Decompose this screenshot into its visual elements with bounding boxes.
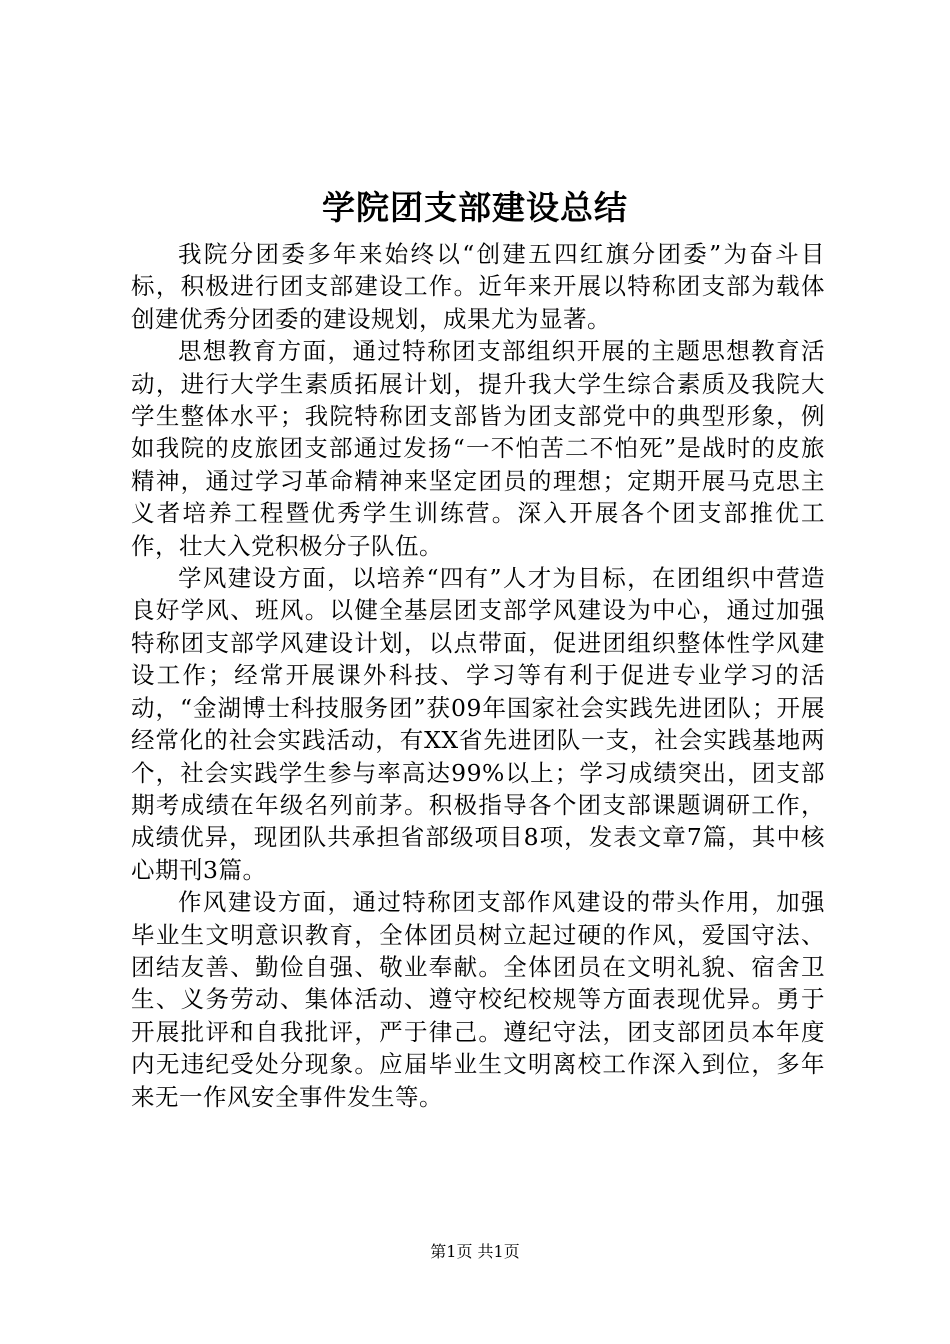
- document-title: 学院团支部建设总结: [322, 188, 628, 227]
- paragraph-intro: 我院分团委多年来始终以“创建五四红旗分团委”为奋斗目标，积极进行团支部建设工作。近年来开展以特称团支部为载体创建优秀分团委的建设规划，成果尤为显著。: [131, 240, 825, 333]
- document-body: [131, 238, 825, 1113]
- paragraph-work-style: 作风建设方面，通过特称团支部作风建设的带头作用，加强毕业生文明意识教育，全体团员树立起过硬的作风，爱国守法、团结友善、勤俭自强、敬业奉献。全体团员在文明礼貌、宿舍卫生、义务劳动、集体活动、遵守校纪校规等方面表现优异。勇于开展批评和自我批评，严于律己。遵纪守法，团支部团员本年度内无违纪受处分现象。应届毕业生文明离校工作深入到位，多年来无一作风安全事件发生等。: [131, 888, 825, 1111]
- paragraph-study-style: 学风建设方面，以培养“四有”人才为目标，在团组织中营造良好学风、班风。以健全基层团支部学风建设为中心，通过加强特称团支部学风建设计划，以点带面，促进团组织整体性学风建设工作；经常开展课外科技、学习等有利于促进专业学习的活动，“金湖博士科技服务团”获09年国家社会实践先进团队；开展经常化的社会实践活动，有XX省先进团队一支，社会实践基地两个，社会实践学生参与率高达99%以上；学习成绩突出，团支部期考成绩在年级名列前茅。积极指导各个团支部课题调研工作，成绩优异，现团队共承担省部级项目8项，发表文章7篇，其中核心期刊3篇。: [131, 564, 825, 884]
- paragraph-ideological-education: 思想教育方面，通过特称团支部组织开展的主题思想教育活动，进行大学生素质拓展计划，提升我大学生综合素质及我院大学生整体水平；我院特称团支部皆为团支部党中的典型形象，例如我院的皮旅团支部通过发扬“一不怕苦二不怕死”是战时的皮旅精神，通过学习革命精神来坚定团员的理想；定期开展马克思主义者培养工程暨优秀学生训练营。深入开展各个团支部推优工作，壮大入党积极分子队伍。: [131, 337, 825, 560]
- page-number-footer: 第1页 共1页: [430, 1242, 520, 1261]
